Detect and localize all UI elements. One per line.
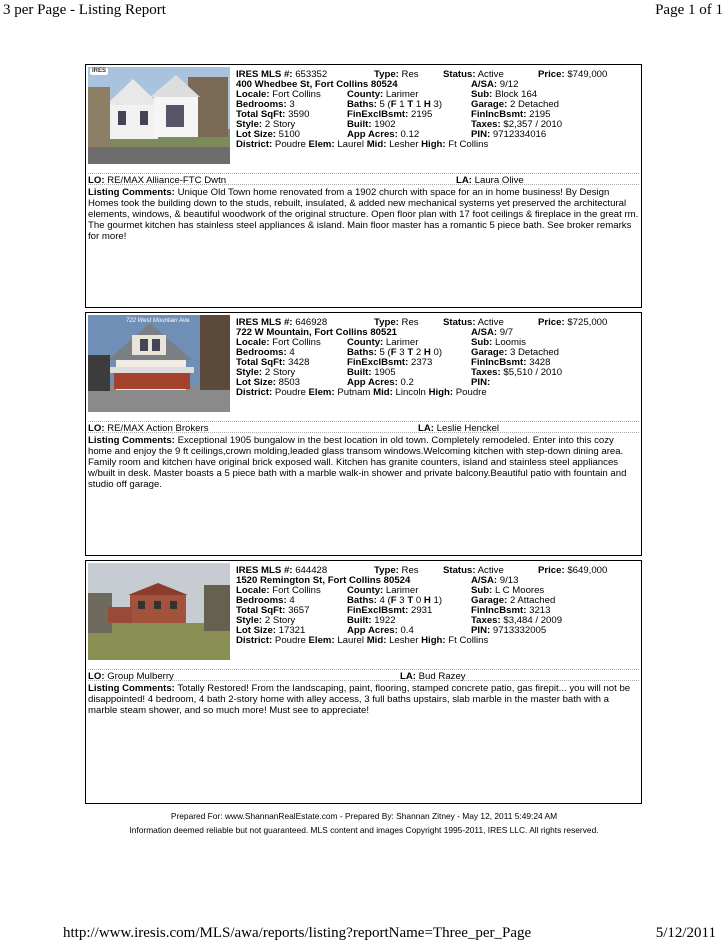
district-value: Poudre — [274, 139, 306, 150]
baths-total: 4 — [379, 595, 385, 606]
mls-number: 653352 — [295, 69, 328, 80]
mid-label: Mid: — [366, 635, 387, 646]
style-value: 2 Story — [264, 367, 296, 378]
listing-comments — [88, 434, 639, 490]
county-label: County: — [347, 89, 384, 100]
sub-value: Block 164 — [495, 89, 538, 100]
built-value: 1922 — [374, 615, 396, 626]
asa-label: A/SA: — [471, 79, 498, 90]
price-label: Price: — [538, 565, 565, 576]
bedrooms-label: Bedrooms: — [236, 595, 287, 606]
type-label: Type: — [374, 565, 399, 576]
type-value: Res — [401, 69, 419, 80]
finexcl-label: FinExclBsmt: — [347, 605, 409, 616]
listing-photo[interactable] — [88, 67, 230, 164]
district-label: District: — [236, 635, 273, 646]
locale-label: Locale: — [236, 89, 270, 100]
county-label: County: — [347, 585, 384, 596]
status-label: Status: — [443, 69, 476, 80]
sqft-label: Total SqFt: — [236, 605, 286, 616]
listing-card — [85, 560, 642, 804]
mid-label: Mid: — [373, 387, 393, 398]
acres-label: App Acres: — [347, 377, 398, 388]
la-label: LA: — [418, 423, 434, 434]
listing-agent: Leslie Henckel — [436, 423, 500, 434]
price-label: Price: — [538, 317, 565, 328]
finexcl-value: 2931 — [410, 605, 433, 616]
asa-label: A/SA: — [471, 575, 498, 586]
pin-value: 9713332005 — [492, 625, 547, 636]
bedrooms-value: 4 — [289, 347, 295, 358]
price-value: $749,000 — [567, 69, 608, 80]
mls-number: 646928 — [295, 317, 328, 328]
lot-label: Lot Size: — [236, 377, 276, 388]
comments-label: Listing Comments: — [88, 683, 175, 694]
fininc-label: FinIncBsmt: — [471, 109, 527, 120]
page-number: Page 1 of 1 — [655, 2, 723, 18]
comments-label: Listing Comments: — [88, 187, 175, 198]
fininc-label: FinIncBsmt: — [471, 357, 527, 368]
county-value: Larimer — [385, 585, 419, 596]
fininc-label: FinIncBsmt: — [471, 605, 527, 616]
listing-office: Group Mulberry — [107, 671, 174, 682]
garage-value: 3 Detached — [509, 347, 560, 358]
district-label: District: — [236, 139, 273, 150]
locale-label: Locale: — [236, 585, 270, 596]
listing-card — [85, 64, 642, 308]
high-label: High: — [428, 387, 454, 398]
baths-total: 5 — [379, 99, 385, 110]
pin-label: PIN: — [471, 129, 491, 140]
listing-card — [85, 312, 642, 556]
prepared-notice — [0, 811, 728, 835]
taxes-label: Taxes: — [471, 615, 501, 626]
finexcl-label: FinExclBsmt: — [347, 109, 409, 120]
status-value: Active — [477, 317, 504, 328]
bedrooms-value: 4 — [289, 595, 295, 606]
style-label: Style: — [236, 367, 263, 378]
mls-number: 644428 — [295, 565, 328, 576]
listing-office-row — [88, 173, 639, 185]
finexcl-value: 2195 — [410, 109, 433, 120]
type-label: Type: — [374, 69, 399, 80]
garage-label: Garage: — [471, 347, 508, 358]
elem-label: Elem: — [308, 635, 335, 646]
listing-photo[interactable] — [88, 563, 230, 660]
mid-label: Mid: — [366, 139, 387, 150]
baths-three-quarter: 2 — [415, 347, 422, 358]
sqft-label: Total SqFt: — [236, 357, 286, 368]
taxes-label: Taxes: — [471, 367, 501, 378]
bedrooms-label: Bedrooms: — [236, 99, 287, 110]
asa-value: 9/7 — [499, 327, 514, 338]
detail-row — [236, 565, 638, 575]
elem-label: Elem: — [308, 139, 335, 150]
house-photo — [88, 315, 230, 412]
high-label: High: — [421, 139, 446, 150]
mid-value: Lesher — [389, 139, 419, 150]
baths-three-quarter: 0 — [415, 595, 422, 606]
status-label: Status: — [443, 317, 476, 328]
comments-label: Listing Comments: — [88, 435, 175, 446]
listing-office: RE/MAX Action Brokers — [107, 423, 209, 434]
mls-label: IRES MLS #: — [236, 565, 293, 576]
asa-value: 9/12 — [499, 79, 519, 90]
house-photo — [88, 67, 230, 164]
status-value: Active — [477, 69, 504, 80]
prepared-line: Prepared For: www.ShannanRealEstate.com - Prepared By: Shannan Zitney - May 12, 2011 5:49:24 AM — [170, 811, 558, 821]
page-url: http://www.iresis.com/MLS/awa/reports/listing?reportName=Three_per_Page — [63, 925, 532, 941]
asa-label: A/SA: — [471, 327, 498, 338]
comments-text: Exceptional 1905 bungalow in the best location in old town. Completely remodeled. Enter into this cozy home and enjoy the 9 ft ceilings,crown molding,leaded glass transom windows.Welcoming kitchen with step-down dining area. Family room and kitchen have original brick exposed wall. Kitchen has granite counters, island and stainless steel appliances w/built in desk. Master boasts a 5 piece bath with a marble walk-in shower and private balcony.Beautiful patio with fountain and studio off garage. — [88, 435, 627, 490]
county-value: Larimer — [385, 89, 419, 100]
district-value: Poudre — [274, 635, 306, 646]
detail-row — [236, 69, 638, 79]
style-value: 2 Story — [264, 119, 296, 130]
elem-value: Putnam — [337, 387, 371, 398]
county-value: Larimer — [385, 337, 419, 348]
style-label: Style: — [236, 119, 263, 130]
garage-value: 2 Attached — [509, 595, 556, 606]
listing-comments — [88, 186, 639, 242]
mid-value: Lincoln — [395, 387, 426, 398]
acres-value: 0.2 — [400, 377, 414, 388]
district-value: Poudre — [274, 387, 306, 398]
baths-full: 1 — [399, 99, 405, 110]
lot-value: 17321 — [278, 625, 306, 636]
listing-address: 1520 Remington St, Fort Collins 80524 — [236, 575, 411, 586]
high-value: Ft Collins — [448, 139, 489, 150]
baths-full: 3 — [399, 595, 405, 606]
sqft-value: 3590 — [288, 109, 310, 120]
baths-full: 3 — [399, 347, 405, 358]
baths-total: 5 — [379, 347, 385, 358]
sub-label: Sub: — [471, 89, 493, 100]
built-label: Built: — [347, 119, 372, 130]
fininc-value: 3213 — [529, 605, 551, 616]
taxes-value: $2,357 / 2010 — [503, 119, 563, 130]
locale-value: Fort Collins — [272, 89, 321, 100]
status-label: Status: — [443, 565, 476, 576]
listing-comments — [88, 682, 639, 716]
comments-text: Totally Restored! From the landscaping, paint, flooring, stamped concrete patio, gas firepit... you will not be disappointed! 4 bedroom, 4 bath 2-story home with alley access, 3 full baths upstairs, slab marble in the master bath with a marble steam shower, and so much more! Must see to appreciate! — [88, 683, 631, 716]
sub-value: Loomis — [495, 337, 526, 348]
sqft-label: Total SqFt: — [236, 109, 286, 120]
asa-value: 9/13 — [499, 575, 519, 586]
lot-label: Lot Size: — [236, 625, 276, 636]
disclaimer-line: Information deemed reliable but not guaranteed. MLS content and images Copyright 1995-2011, IRES LLC. All rights reserved. — [129, 825, 599, 835]
comments-text: Unique Old Town home renovated from a 1902 church with space for an in home business! By Design Homes took the building down to the studs, rebuilt, insulated, & added new mechanical systems yet preserved the architectural elements, windows, & beautiful woodwork of the original structure. Open floor plan with 17 foot ceilings & fireplace in the great rm. The gourmet kitchen has stainless steel appliances & island. Main floor master has a romantic 5 piece bath. See broker remarks for more! — [88, 187, 639, 242]
style-label: Style: — [236, 615, 263, 626]
high-label: High: — [421, 635, 446, 646]
sqft-value: 3428 — [288, 357, 310, 368]
listing-office-row — [88, 421, 639, 433]
garage-label: Garage: — [471, 595, 508, 606]
fininc-value: 2195 — [529, 109, 551, 120]
listing-details: IRES MLS #: 644428 Type: Res Status: Active Price: $649,000 1520 Remington St, Fort Collins 80524 A/SA: 9/13 Locale: Fort Collins County: Larimer Sub: L C Moores Bedrooms: 4 Baths: 4 (F 3 T 0 H 1) Garage: 2 Attached Total SqFt: 3657 FinExclBsmt: 2931 FinIncBsmt: 3213 Style: 2 Story Built: 1922 Taxes: $3,484 / 2009 Lot Size: 17321 App Acres: 0.4 PIN: 9713332005 District: Poudre Elem: Laurel Mid: Lesher High: Ft Collins — [236, 565, 638, 645]
elem-value: Laurel — [337, 139, 365, 150]
price-label: Price: — [538, 69, 565, 80]
county-label: County: — [347, 337, 384, 348]
listing-address: 400 Whedbee St, Fort Collins 80524 — [236, 79, 398, 90]
price-value: $725,000 — [567, 317, 608, 328]
high-value: Poudre — [455, 387, 487, 398]
lo-label: LO: — [88, 175, 105, 186]
bedrooms-value: 3 — [289, 99, 295, 110]
report-title: 3 per Page - Listing Report — [3, 2, 166, 18]
type-value: Res — [401, 565, 419, 576]
acres-value: 0.4 — [400, 625, 414, 636]
style-value: 2 Story — [264, 615, 296, 626]
garage-label: Garage: — [471, 99, 508, 110]
acres-label: App Acres: — [347, 129, 398, 140]
mls-label: IRES MLS #: — [236, 317, 293, 328]
baths-label: Baths: — [347, 347, 377, 358]
baths-half: 1 — [433, 595, 439, 606]
photo-caption: 722 West Mountain Ave. — [126, 318, 191, 324]
taxes-value: $3,484 / 2009 — [503, 615, 563, 626]
bedrooms-label: Bedrooms: — [236, 347, 287, 358]
listing-details: IRES MLS #: 646928 Type: Res Status: Active Price: $725,000 722 W Mountain, Fort Collins 80521 A/SA: 9/7 Locale: Fort Collins County: Larimer Sub: Loomis Bedrooms: 4 Baths: 5 (F 3 T 2 H 0) Garage: 3 Detached Total SqFt: 3428 FinExclBsmt: 2373 FinIncBsmt: 3428 Style: 2 Story Built: 1905 Taxes: $5,510 / 2010 Lot Size: 8503 App Acres: 0.2 PIN: District: Poudre Elem: Putnam Mid: Lincoln High: Poudre — [236, 317, 638, 397]
taxes-value: $5,510 / 2010 — [503, 367, 563, 378]
built-value: 1902 — [374, 119, 396, 130]
mid-value: Lesher — [389, 635, 419, 646]
print-header — [0, 0, 728, 22]
lot-label: Lot Size: — [236, 129, 276, 140]
listing-address: 722 W Mountain, Fort Collins 80521 — [236, 327, 397, 338]
sqft-value: 3657 — [288, 605, 310, 616]
lot-value: 5100 — [278, 129, 300, 140]
status-value: Active — [477, 565, 504, 576]
elem-value: Laurel — [337, 635, 365, 646]
built-label: Built: — [347, 615, 372, 626]
garage-value: 2 Detached — [509, 99, 560, 110]
listing-agent: Bud Razey — [418, 671, 466, 682]
built-label: Built: — [347, 367, 372, 378]
print-footer — [0, 924, 728, 943]
baths-label: Baths: — [347, 99, 377, 110]
listing-office-row — [88, 669, 639, 681]
taxes-label: Taxes: — [471, 119, 501, 130]
locale-value: Fort Collins — [272, 585, 321, 596]
finexcl-value: 2373 — [410, 357, 433, 368]
elem-label: Elem: — [308, 387, 335, 398]
sub-label: Sub: — [471, 585, 493, 596]
listing-details: IRES MLS #: 653352 Type: Res Status: Active Price: $749,000 400 Whedbee St, Fort Collins 80524 A/SA: 9/12 Locale: Fort Collins County: Larimer Sub: Block 164 Bedrooms: 3 Baths: 5 (F 1 T 1 H 3) Garage: 2 Detached Total SqFt: 3590 FinExclBsmt: 2195 FinIncBsmt: 2195 Style: 2 Story Built: 1902 Taxes: $2,357 / 2010 Lot Size: 5100 App Acres: 0.12 PIN: 9712334016 District: Poudre Elem: Laurel Mid: Lesher High: Ft Collins — [236, 69, 638, 149]
built-value: 1905 — [374, 367, 396, 378]
acres-value: 0.12 — [400, 129, 420, 140]
pin-label: PIN: — [471, 377, 491, 388]
high-value: Ft Collins — [448, 635, 489, 646]
lo-label: LO: — [88, 423, 105, 434]
pin-label: PIN: — [471, 625, 491, 636]
listing-photo[interactable] — [88, 315, 230, 412]
la-label: LA: — [400, 671, 416, 682]
sub-value: L C Moores — [495, 585, 545, 596]
mls-label: IRES MLS #: — [236, 69, 293, 80]
district-label: District: — [236, 387, 273, 398]
baths-label: Baths: — [347, 595, 377, 606]
locale-label: Locale: — [236, 337, 270, 348]
pin-value: 9712334016 — [492, 129, 547, 140]
baths-half: 0 — [433, 347, 439, 358]
listing-office: RE/MAX Alliance-FTC Dwtn — [107, 175, 227, 186]
ires-logo: IRES — [92, 68, 107, 74]
type-value: Res — [401, 317, 419, 328]
finexcl-label: FinExclBsmt: — [347, 357, 409, 368]
baths-three-quarter: 1 — [415, 99, 422, 110]
fininc-value: 3428 — [529, 357, 551, 368]
lo-label: LO: — [88, 671, 105, 682]
sub-label: Sub: — [471, 337, 493, 348]
price-value: $649,000 — [567, 565, 608, 576]
baths-half: 3 — [433, 99, 439, 110]
locale-value: Fort Collins — [272, 337, 321, 348]
type-label: Type: — [374, 317, 399, 328]
print-date: 5/12/2011 — [655, 925, 716, 941]
detail-row — [236, 317, 638, 327]
acres-label: App Acres: — [347, 625, 398, 636]
house-photo — [88, 563, 230, 660]
la-label: LA: — [456, 175, 472, 186]
listing-agent: Laura Olive — [474, 175, 524, 186]
lot-value: 8503 — [278, 377, 300, 388]
